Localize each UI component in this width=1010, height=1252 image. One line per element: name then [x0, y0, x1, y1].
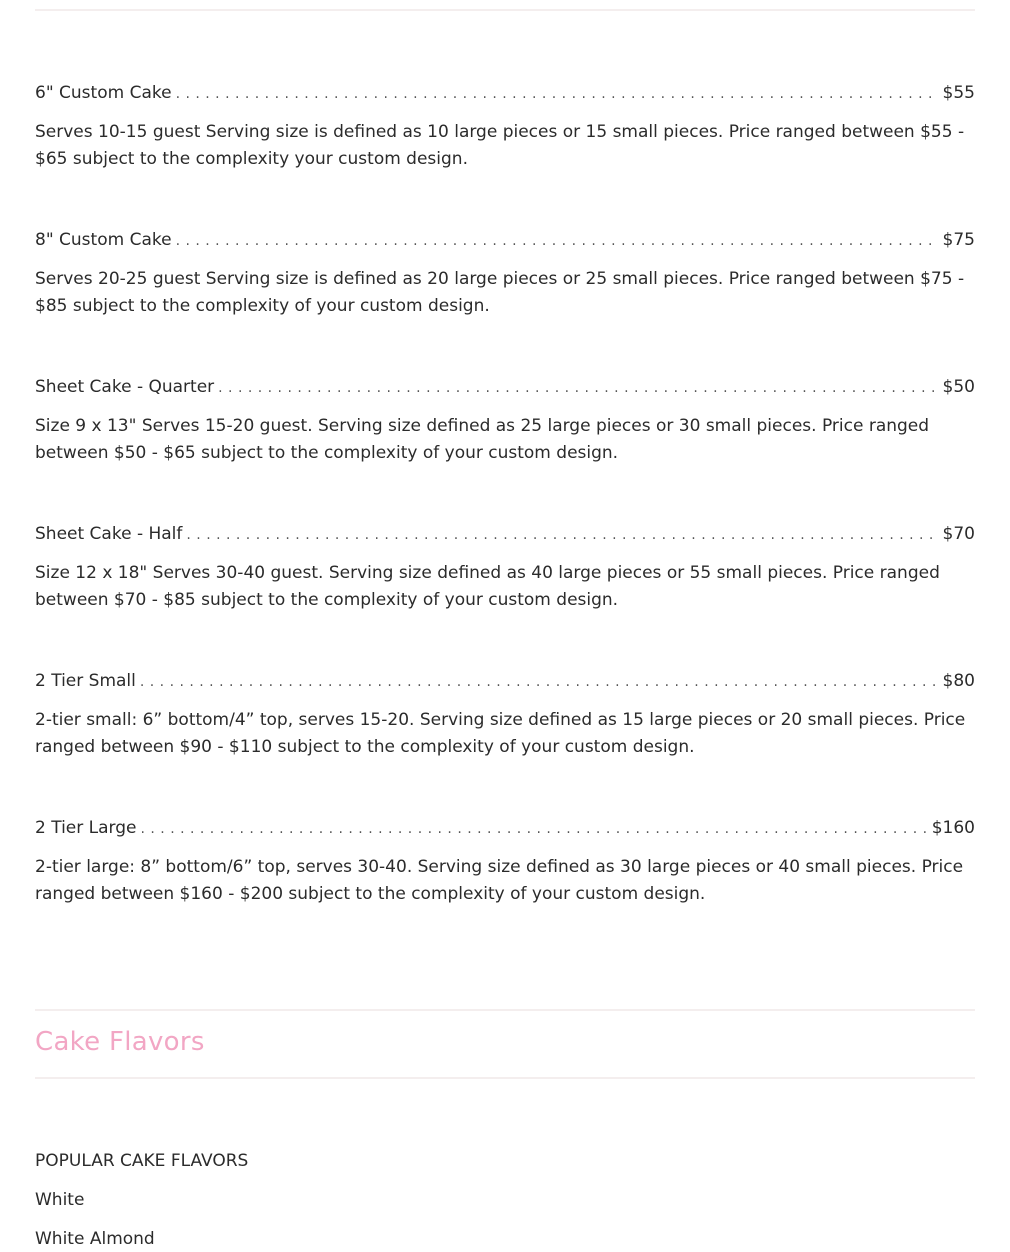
menu-item — [35, 80, 975, 227]
section-title: Cake Flavors — [35, 1027, 205, 1057]
menu-item-description: Serves 20-25 guest Serving size is defined as 20 large pieces or 25 small pieces. Price ranged between $75 - $85 subject to the complexity of your custom design. — [35, 269, 965, 316]
menu-item-price: $160 — [931, 818, 975, 838]
menu-item — [35, 668, 975, 815]
menu-item-description: Size 12 x 18" Serves 30-40 guest. Serving size defined as 40 large pieces or 55 small pieces. Price ranged between $70 - $85 subject to the complexity of your custom design. — [35, 563, 940, 610]
menu-item-name: 2 Tier Large — [35, 818, 137, 838]
menu-item-name: Sheet Cake - Half — [35, 524, 183, 544]
menu-item-row — [35, 668, 975, 694]
menu-item-row — [35, 815, 975, 841]
menu-item — [35, 521, 975, 668]
dot-leader — [176, 81, 939, 107]
menu-item-description: 2-tier large: 8” bottom/6” top, serves 30-40. Serving size defined as 30 large pieces or 40 small pieces. Price ranged between $160 - $200 subject to the complexity of your custom design. — [35, 857, 964, 904]
menu-item-description: 2-tier small: 6” bottom/4” top, serves 15-20. Serving size defined as 15 large pieces or 20 small pieces. Price ranged between $90 - $110 subject to the complexity of your custom design. — [35, 710, 966, 757]
menu-item-price: $80 — [942, 671, 975, 691]
menu-item — [35, 374, 975, 521]
menu-item-name: 8" Custom Cake — [35, 230, 172, 250]
menu-item-row — [35, 227, 975, 253]
flavor-list — [35, 1187, 248, 1252]
menu-item-row — [35, 80, 975, 106]
section-divider-top — [35, 1009, 975, 1011]
menu-item-name: 2 Tier Small — [35, 671, 136, 691]
dot-leader — [186, 522, 938, 548]
dot-leader — [141, 816, 928, 842]
cake-menu — [35, 80, 975, 962]
dot-leader — [140, 669, 939, 695]
menu-item — [35, 227, 975, 374]
menu-item-price: $50 — [942, 377, 975, 397]
top-divider — [35, 9, 975, 11]
flavor-item: White — [35, 1190, 85, 1210]
flavors-heading: POPULAR CAKE FLAVORS — [35, 1151, 249, 1171]
dot-leader — [218, 375, 938, 401]
menu-item-price: $75 — [942, 230, 975, 250]
flavor-item: White Almond — [35, 1229, 155, 1249]
menu-item-description: Size 9 x 13" Serves 15-20 guest. Serving size defined as 25 large pieces or 30 small pieces. Price ranged between $50 - $65 subject to the complexity of your custom design. — [35, 416, 930, 463]
menu-item-price: $70 — [942, 524, 975, 544]
menu-item-row — [35, 374, 975, 400]
menu-item-name: 6" Custom Cake — [35, 83, 172, 103]
menu-item-row — [35, 521, 975, 547]
menu-item — [35, 815, 975, 962]
menu-item-price: $55 — [942, 83, 975, 103]
menu-item-name: Sheet Cake - Quarter — [35, 377, 215, 397]
flavors-block — [35, 1148, 248, 1252]
dot-leader — [176, 228, 939, 254]
menu-item-description: Serves 10-15 guest Serving size is defined as 10 large pieces or 15 small pieces. Price ranged between $55 - $65 subject to the complexity your custom design. — [35, 122, 965, 169]
section-divider-bottom — [35, 1077, 975, 1079]
